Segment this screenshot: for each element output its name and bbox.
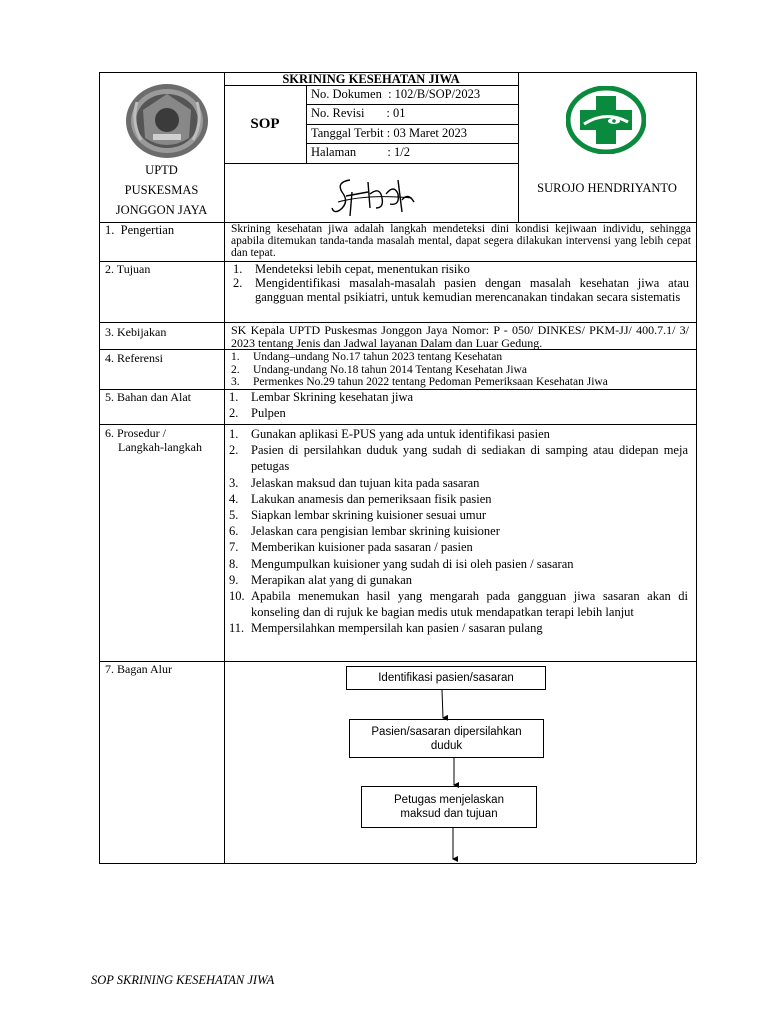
document-number: No. Dokumen : 102/B/SOP/2023 xyxy=(311,87,481,101)
list-item: 2. Undang-undang No.18 tahun 2014 Tentang Kesehatan Jiwa xyxy=(231,363,527,376)
flow-step-3: Petugas menjelaskan maksud dan tujuan xyxy=(361,786,537,828)
tujuan-label: 2. Tujuan xyxy=(105,262,151,276)
flow-step-1: Identifikasi pasien/sasaran xyxy=(346,666,546,690)
list-item: 1. Gunakan aplikasi E-PUS yang ada untuk identifikasi pasien xyxy=(229,427,550,441)
list-item: 3. Jelaskan maksud dan tujuan kita pada sasaran xyxy=(229,475,480,490)
list-item: 1. Lembar Skrining kesehatan jiwa xyxy=(229,390,414,404)
org-line-3: JONGGON JAYA xyxy=(115,203,208,217)
flow-step-2: Pasien/sasaran dipersilahkan duduk xyxy=(349,719,544,758)
signatory-name: SUROJO HENDRIYANTO xyxy=(537,181,677,195)
document-title: SKRINING KESEHATAN JIWA xyxy=(282,72,460,86)
list-item: 10. Apabila menemukan hasil yang mengarah pada gangguan jiwa sasaran akan di konseling dan di rujuk ke bagian medis utuk mendapatkan terapi lebih lanjut xyxy=(229,589,688,620)
list-item: 9. Merapikan alat yang di gunakan xyxy=(229,572,413,587)
referensi-label: 4. Referensi xyxy=(105,351,163,365)
pengertian-label: 1. Pengertian xyxy=(105,223,175,237)
list-item: 6. Jelaskan cara pengisian lembar skrining kuisioner xyxy=(229,524,500,539)
list-item: 2. Pasien di persilahkan duduk yang sudah di sediakan di samping atau didepan meja petugas xyxy=(229,443,688,474)
page-number: Halaman : 1/2 xyxy=(311,145,410,159)
list-item: 11. Mempersilahkan mempersilah kan pasien / sasaran pulang xyxy=(229,621,543,636)
prosedur-label-line-1: 6. Prosedur / xyxy=(105,426,166,440)
sop-label: SOP xyxy=(250,116,280,132)
list-item: 4. Lakukan anamesis dan pemeriksaan fisik pasien xyxy=(229,491,492,506)
org-line-2: PUSKESMAS xyxy=(124,183,199,197)
issue-date: Tanggal Terbit : 03 Maret 2023 xyxy=(311,126,467,140)
kebijakan-text: SK Kepala UPTD Puskesmas Jonggon Jaya Nomor: P - 050/ DINKES/ PKM-JJ/ 400.7.1/ 3/ 2023 tentang Jenis dan Jadwal layanan Dalam dan Luar Gedung. xyxy=(231,323,689,350)
pengertian-text: Skrining kesehatan jiwa adalah langkah mendeteksi dini kondisi kejiwaan individu, sehingga apabila ditemukan tanda-tanda masalah mental, dapat segera dilakukan intervensi yang lebih cepat dan tepat. xyxy=(231,223,691,259)
bahan-label: 5. Bahan dan Alat xyxy=(105,390,191,404)
revision-number: No. Revisi : 01 xyxy=(311,106,406,120)
list-item: 7. Memberikan kuisioner pada sasaran / pasien xyxy=(229,540,473,555)
list-item: 2. Pulpen xyxy=(229,406,286,420)
list-item: 3. Permenkes No.29 tahun 2022 tentang Pedoman Pemeriksaan Kesehatan Jiwa xyxy=(231,376,608,388)
list-item: 8. Mengumpulkan kuisioner yang sudah di isi oleh pasien / sasaran xyxy=(229,556,574,571)
prosedur-label-line-2: Langkah-langkah xyxy=(118,440,202,454)
list-item: 1. Undang–undang No.17 tahun 2023 tentang Kesehatan xyxy=(231,351,503,363)
footer-title: SOP SKRINING KESEHATAN JIWA xyxy=(91,973,275,987)
bagan-label: 7. Bagan Alur xyxy=(105,662,172,676)
list-item: 2. Mengidentifikasi masalah-masalah pasien dengan masalah kesehatan jiwa atau gangguan mental psikiatri, untuk kemudian merencanakan tindakan secara sistematis xyxy=(233,276,689,304)
flow-arrow-1 xyxy=(442,690,443,718)
list-item: 1. Mendeteksi lebih cepat, menentukan risiko xyxy=(233,262,470,276)
kebijakan-label: 3. Kebijakan xyxy=(105,325,167,339)
org-line-1: UPTD xyxy=(145,163,178,177)
list-item: 5. Siapkan lembar skrining kuisioner sesuai umur xyxy=(229,508,487,523)
